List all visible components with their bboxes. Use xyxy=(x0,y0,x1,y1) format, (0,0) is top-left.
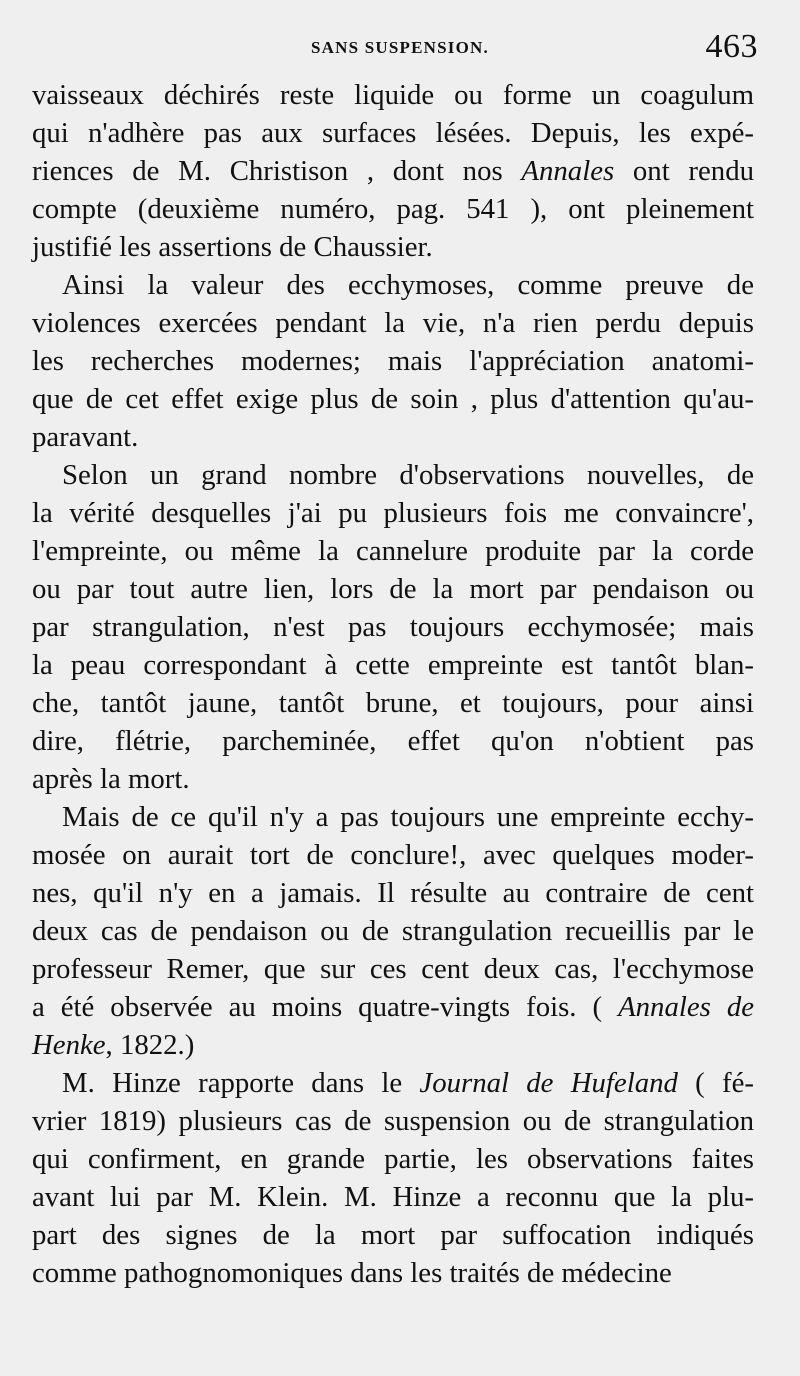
text-line: Selon un grand nombre d'observations nouvelles, de xyxy=(62,459,754,491)
paragraph-3 xyxy=(32,456,754,798)
text-line: dire, flétrie, parcheminée, effet qu'on n'obtient pas xyxy=(32,725,754,757)
text-line: après la mort. xyxy=(32,763,190,795)
text-line: riences de M. Christison , dont nos Annales ont rendu xyxy=(32,155,754,187)
page-number: 463 xyxy=(705,28,758,65)
text-line: violences exercées pendant la vie, n'a rien perdu depuis xyxy=(32,307,754,339)
text-line: paravant. xyxy=(32,421,139,453)
body-text xyxy=(32,76,754,1292)
text-line: Mais de ce qu'il n'y a pas toujours une empreinte ecchy- xyxy=(62,801,754,833)
text-line: Ainsi la valeur des ecchymoses, comme preuve de xyxy=(62,269,754,301)
text-line: justifié les assertions de Chaussier. xyxy=(32,231,433,263)
paragraph-4 xyxy=(32,798,754,1064)
text-line: Henke, 1822.) xyxy=(32,1029,195,1061)
text-line: vaisseaux déchirés reste liquide ou forme un coagulum xyxy=(32,79,754,111)
text-line: que de cet effet exige plus de soin , plus d'attention qu'au- xyxy=(32,383,754,415)
text-line: a été observée au moins quatre-vingts fois. ( Annales de xyxy=(32,991,754,1023)
italic-title: Henke xyxy=(32,1029,106,1061)
text-line: l'empreinte, ou même la cannelure produite par la corde xyxy=(32,535,754,567)
paragraph-5 xyxy=(32,1064,754,1292)
text-line: part des signes de la mort par suffocation indiqués xyxy=(32,1219,754,1251)
paragraph-1 xyxy=(32,76,754,266)
text-line: comme pathognomoniques dans les traités de médecine xyxy=(32,1257,672,1289)
text-line: nes, qu'il n'y en a jamais. Il résulte au contraire de cent xyxy=(32,877,754,909)
text-line: professeur Remer, que sur ces cent deux cas, l'ecchymose xyxy=(32,953,754,985)
text-line: deux cas de pendaison ou de strangulation recueillis par le xyxy=(32,915,754,947)
running-head: SANS SUSPENSION. xyxy=(311,38,489,57)
text-line: avant lui par M. Klein. M. Hinze a reconnu que la plu- xyxy=(32,1181,754,1213)
text-line: ou par tout autre lien, lors de la mort par pendaison ou xyxy=(32,573,754,605)
text-line: la vérité desquelles j'ai pu plusieurs fois me convaincre', xyxy=(32,497,754,529)
text-line: che, tantôt jaune, tantôt brune, et toujours, pour ainsi xyxy=(32,687,754,719)
text-line: M. Hinze rapporte dans le Journal de Hufeland ( fé- xyxy=(62,1067,754,1099)
text-line: qui n'adhère pas aux surfaces lésées. Depuis, les expé- xyxy=(32,117,754,149)
italic-title: Journal de Hufeland xyxy=(419,1067,678,1099)
text-line: mosée on aurait tort de conclure!, avec quelques moder- xyxy=(32,839,754,871)
paragraph-2 xyxy=(32,266,754,456)
text-line: qui confirment, en grande partie, les observations faites xyxy=(32,1143,754,1175)
italic-title: Annales de xyxy=(618,991,754,1023)
text-line: les recherches modernes; mais l'appréciation anatomi- xyxy=(32,345,754,377)
text-line: la peau correspondant à cette empreinte est tantôt blan- xyxy=(32,649,754,681)
page-header xyxy=(0,30,800,78)
text-line: vrier 1819) plusieurs cas de suspension ou de strangulation xyxy=(32,1105,754,1137)
text-line: compte (deuxième numéro, pag. 541 ), ont pleinement xyxy=(32,193,754,225)
text-line: par strangulation, n'est pas toujours ecchymosée; mais xyxy=(32,611,754,643)
italic-title: Annales xyxy=(521,155,615,187)
